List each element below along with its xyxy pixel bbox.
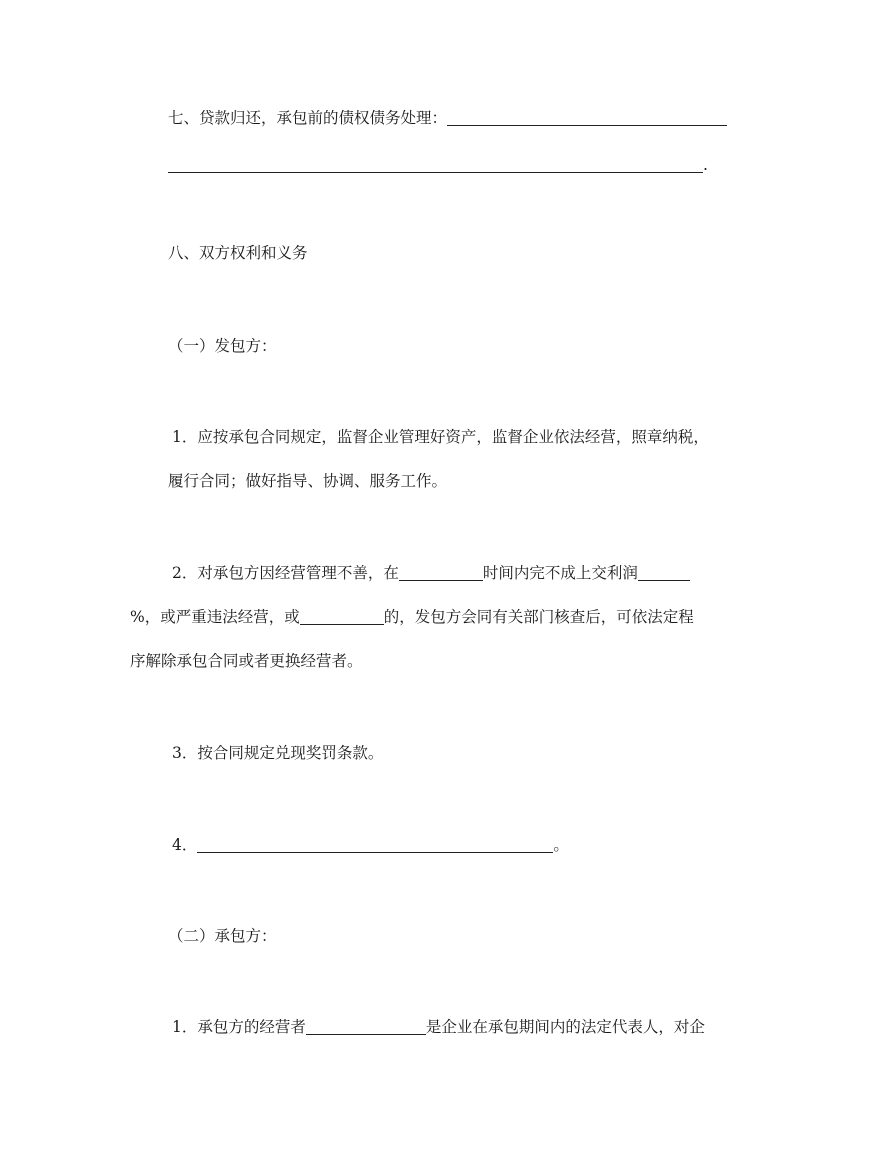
- item-4-end: 。: [553, 836, 569, 854]
- item-4-number: 4．: [172, 836, 198, 854]
- section-7-heading: 七、贷款归还，承包前的债权债务处理：: [168, 109, 448, 127]
- item-2-text-c: %，或严重违法经营，或: [130, 608, 300, 626]
- fill-blank-operator-name: [306, 1018, 426, 1035]
- item-2-text-b: 时间内完不成上交利润: [482, 564, 638, 582]
- party-b-item-1-text-a: 1．承包方的经营者: [172, 1018, 306, 1036]
- party-a-item-2-line-1: [172, 563, 690, 583]
- fill-blank-profit: [638, 564, 690, 581]
- fill-blank-time-period: [399, 564, 483, 581]
- fill-blank-item-4: [197, 836, 553, 853]
- party-a-item-2-line-2: [130, 607, 694, 627]
- item-2-text-a: 2．对承包方因经营管理不善，在: [172, 564, 399, 582]
- party-b-item-1-text-b: 是企业在承包期间内的法定代表人，对企: [425, 1018, 705, 1036]
- party-a-item-4: [172, 835, 569, 855]
- party-a-item-3: 3．按合同规定兑现奖罚条款。: [172, 744, 384, 762]
- fill-blank-other-condition: [300, 608, 384, 625]
- fill-blank-debt-handling-cont: [168, 156, 703, 173]
- section-7-end: .: [703, 156, 708, 174]
- item-2-text-d: 的，发包方会同有关部门核查后，可依法定程: [383, 608, 694, 626]
- section-7-line: [168, 108, 727, 128]
- party-b-item-1: [172, 1017, 705, 1037]
- party-b-heading: （二）承包方：: [168, 927, 277, 945]
- section-7-continuation: [168, 155, 708, 175]
- party-a-item-2-line-3: 序解除承包合同或者更换经营者。: [130, 652, 363, 670]
- fill-blank-debt-handling: [447, 109, 727, 126]
- party-a-item-1-line-1: 1．应按承包合同规定，监督企业管理好资产，监督企业依法经营，照章纳税，: [172, 428, 709, 446]
- party-a-item-1-line-2: 履行合同；做好指导、协调、服务工作。: [168, 472, 448, 490]
- party-a-heading: （一）发包方：: [168, 337, 277, 355]
- section-8-heading: 八、双方权利和义务: [168, 244, 308, 262]
